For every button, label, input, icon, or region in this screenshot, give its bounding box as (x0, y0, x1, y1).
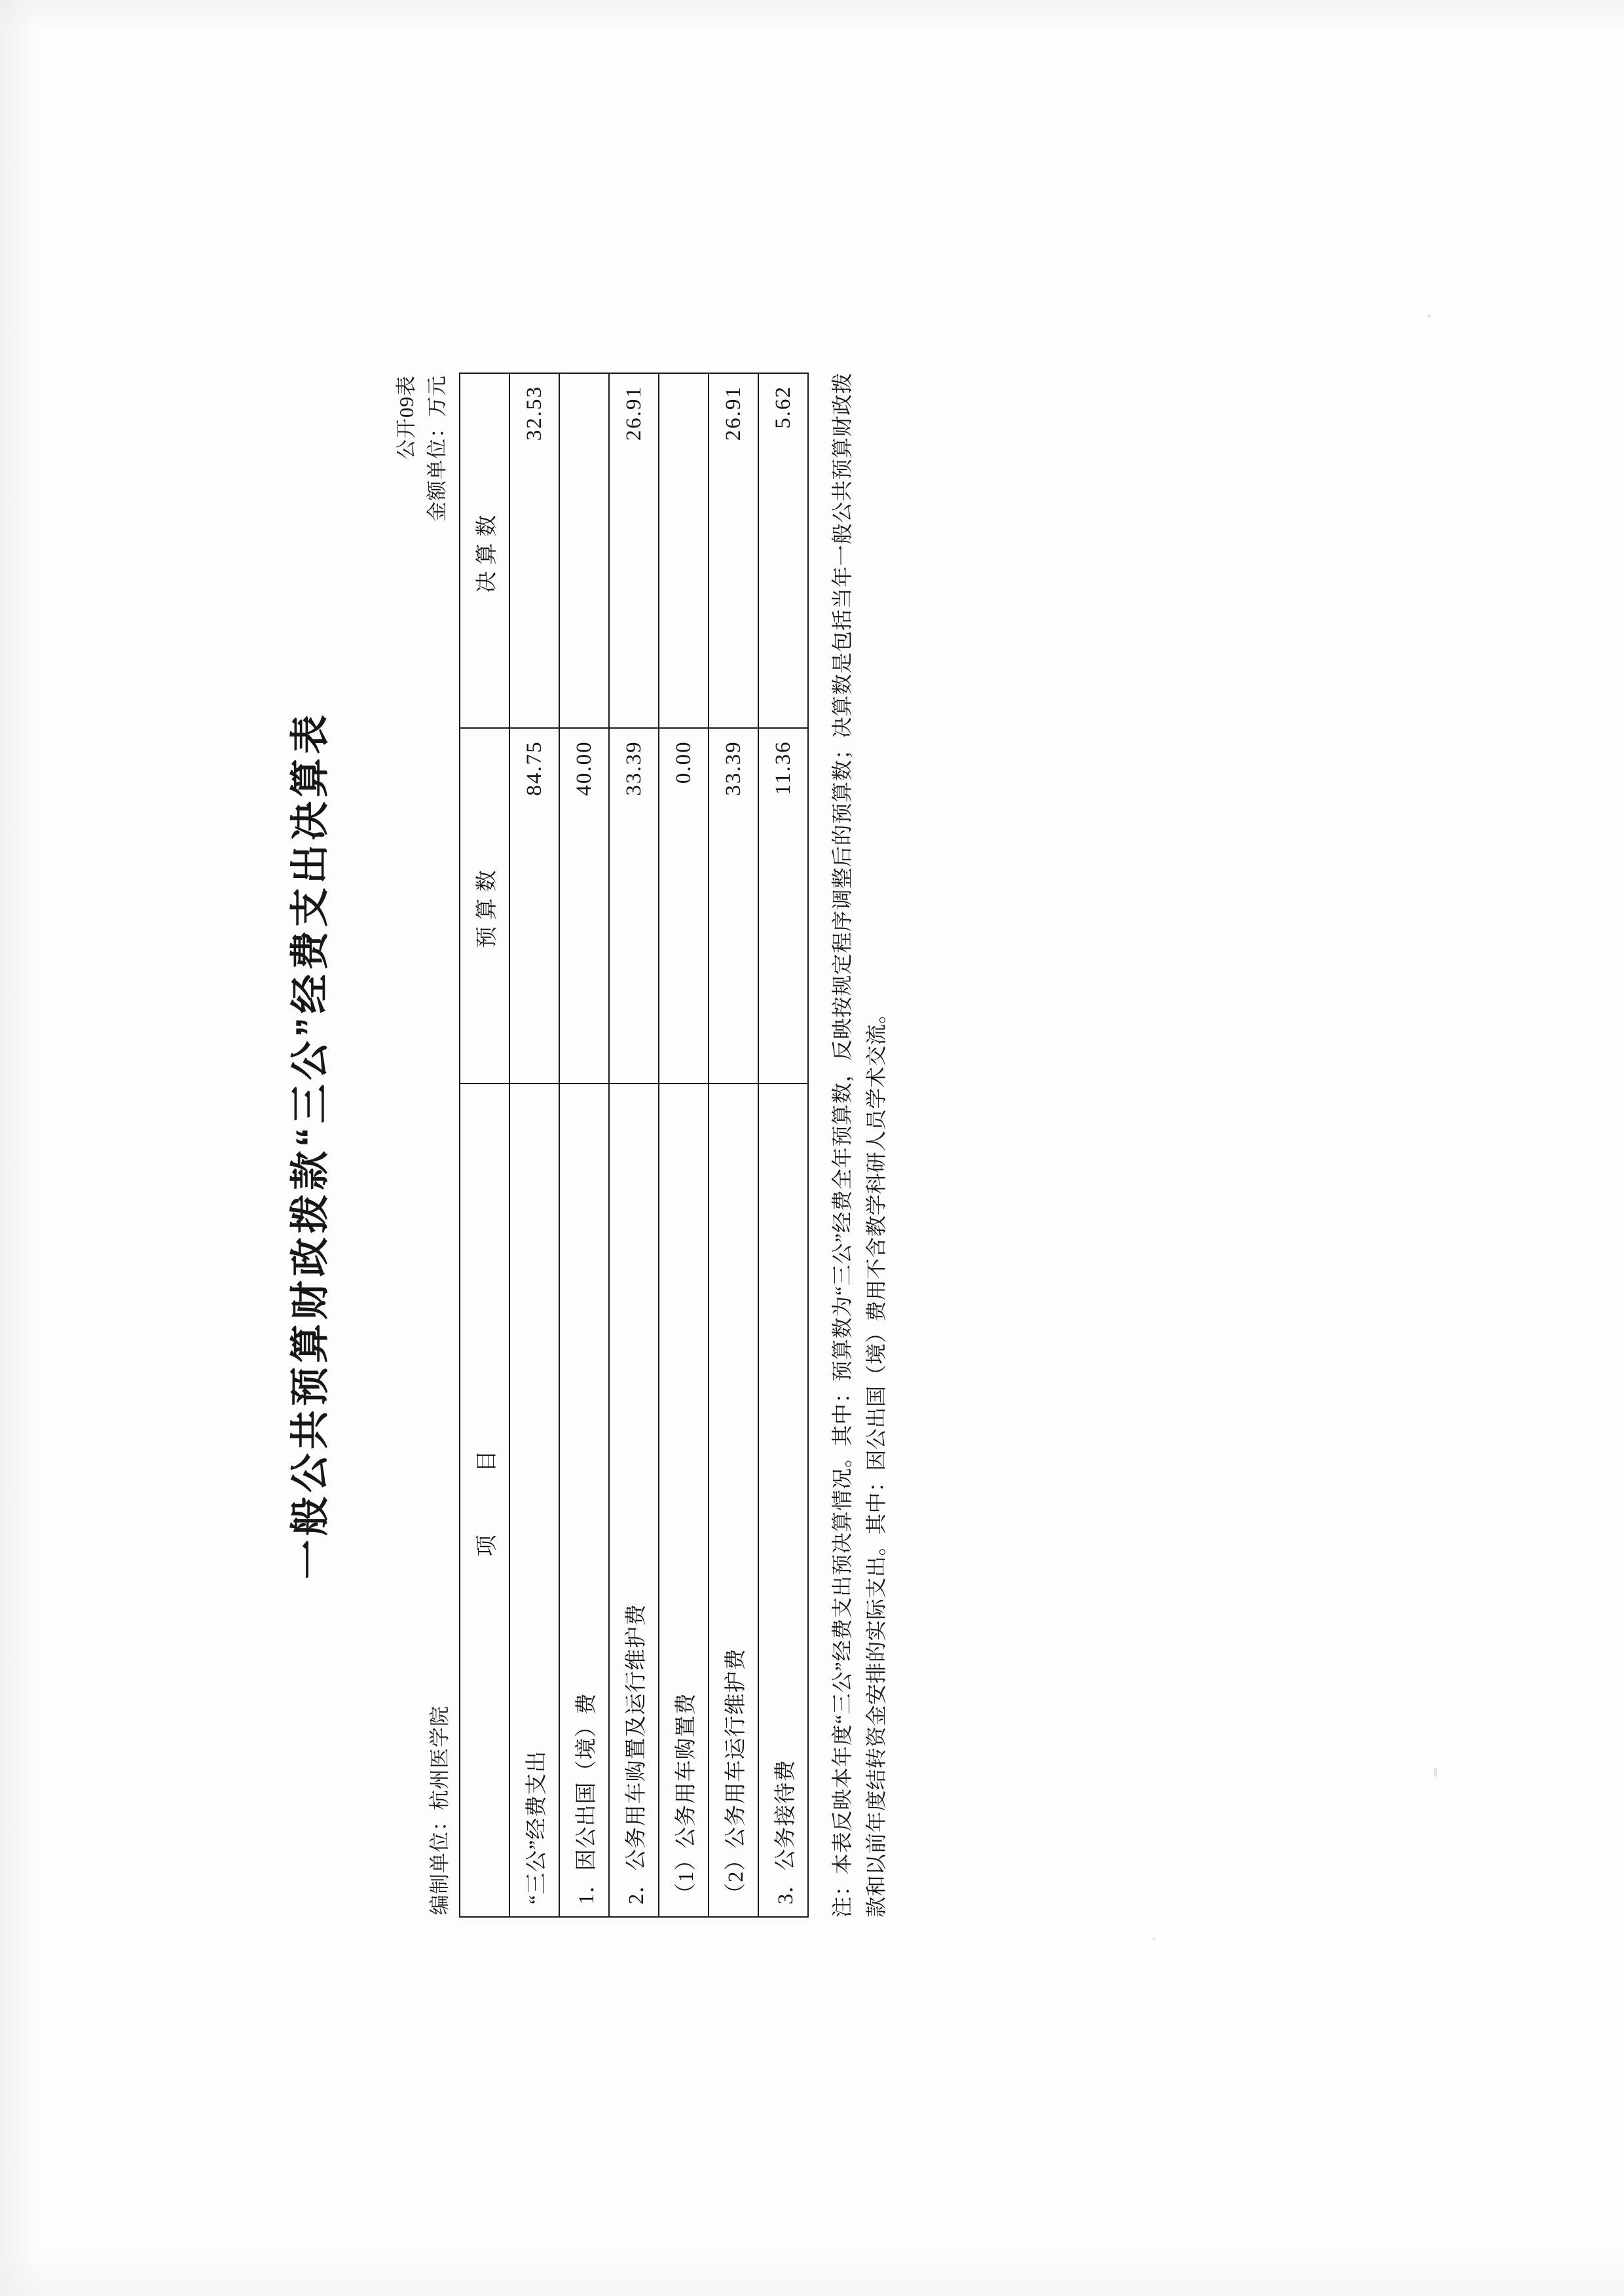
table-row (659, 373, 709, 1917)
table-row (709, 373, 758, 1917)
row-budget-value: 33.39 (709, 728, 758, 1083)
row-item-label: （1）公务用车购置费 (659, 1083, 709, 1916)
column-header-item: 项 目 (460, 1083, 509, 1916)
public-form-number: 公开09表 (395, 374, 418, 460)
row-budget-value: 33.39 (609, 728, 659, 1083)
row-budget-value: 40.00 (559, 728, 609, 1083)
table-footnote (826, 373, 894, 1918)
table-row (559, 373, 609, 1917)
three-public-expenditure-table (459, 373, 809, 1918)
column-header-budget: 预算数 (460, 728, 509, 1083)
row-item-label: 1．因公出国（境）费 (559, 1083, 609, 1916)
scan-edge-bottom (0, 2250, 1624, 2296)
meta-right-block (392, 375, 452, 522)
row-final-value (659, 373, 709, 728)
table-row (509, 373, 559, 1917)
row-budget-value: 0.00 (659, 728, 709, 1083)
row-item-label: （2）公务用车运行维护费 (709, 1083, 758, 1916)
table-row (609, 373, 659, 1917)
scan-edge-top (0, 0, 1624, 33)
row-budget-value: 11.36 (758, 728, 808, 1083)
column-header-final: 决算数 (460, 373, 509, 728)
row-item-label: 2．公务用车购置及运行维护费 (609, 1083, 659, 1916)
row-final-value: 26.91 (709, 373, 758, 728)
table-row (758, 373, 808, 1917)
rotated-document-body (236, 281, 1388, 2016)
document-meta-row (392, 373, 455, 1918)
page-title: 一般公共预算财政拨款“三公”经费支出决算表 (288, 710, 332, 1579)
row-final-value (559, 373, 609, 728)
scan-speck (1428, 314, 1431, 318)
table-header-row (460, 373, 509, 1917)
row-final-value: 5.62 (758, 373, 808, 728)
row-item-label: “三公”经费支出 (509, 1083, 559, 1916)
compiler-unit-label: 编制单位：杭州医学院 (428, 1705, 451, 1915)
amount-unit-label: 金额单位：万元 (425, 374, 449, 522)
row-item-label: 3．公务接待费 (758, 1083, 808, 1916)
row-budget-value: 84.75 (509, 728, 559, 1083)
row-final-value: 26.91 (609, 373, 659, 728)
footnote-text: 注：本表反映本年度“三公”经费支出预决算情况。其中：预算数为“三公”经费全年预算数，反映按规定程序调整后的预算数；决算数是包括当年一般公共预算财政拨款和以前年度结转资金安排的实际支出。其中：因公出国（境）费用不含教学科研人员学术交流。 (830, 372, 888, 1918)
scan-speck (1434, 1768, 1437, 1777)
scan-edge-left (0, 0, 39, 2296)
row-final-value: 32.53 (509, 373, 559, 728)
